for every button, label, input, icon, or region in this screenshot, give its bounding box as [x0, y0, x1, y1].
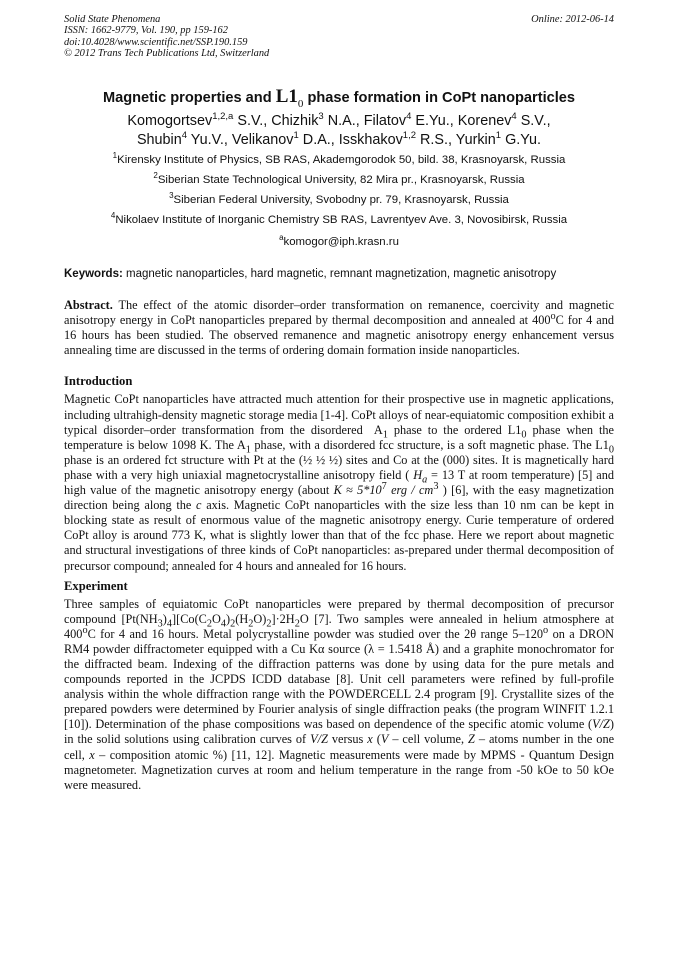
affiliation-4: $^4$Nikolaev Institute of Inorganic Chemistry SB RAS, Lavrentyev Ave. 3, Novosibirsk, Russia: [110, 211, 568, 226]
keywords: [64, 267, 614, 281]
author: Shubin$^4$ Yu.V.,: [136, 129, 228, 148]
keywords-text: magnetic nanoparticles, hard magnetic, remnant magnetization, magnetic anisotropy: [126, 268, 557, 281]
introduction-heading: Introduction: [64, 374, 133, 389]
affiliation-2: $^2$Siberian State Technological University, 82 Mira pr., Krasnoyarsk, Russia: [153, 170, 525, 186]
experiment-heading: Experiment: [64, 578, 128, 593]
author: Komogortsev$^{1,2,a}$ S.V.,: [127, 110, 268, 129]
keywords-label: Keywords:: [64, 268, 123, 281]
l10-symbol: $L1_0$: [275, 85, 304, 110]
online-date: Online: 2012-06-14: [531, 14, 614, 25]
author: Chizhik$^3$ N.A.,: [271, 110, 360, 129]
introduction-paragraph: Magnetic CoPt nanoparticles have attracted much attention for their prospective use in magnetic applications, including ultrahigh-density magnetic storage media [1-4]. CoPt alloys of near-equiatomic composition exhibit a typical disorder–order transformation from the disordered $A_1$ phase to the ordered $L1_0$ phase when the temperature is below 1098 K. The $A_1$ phase, with a disordered fcc structure, is a soft magnetic phase. The $L1_0$ phase is an ordered fct structure with Pt at the (½ ½ ½) sites and Co at the (000) sites. It is magnetically hard phase with a very high uniaxial magnetocrystalline anisotropy field ( $H_a = 13$ T at room temperature) [5] and high value of the magnetic anisotropy energy (about $K \approx 5*10^7$ erg / $cm^3$ ) [6], with the easy magnetization direction being along the c axis. Magnetic CoPt nanoparticles with the size less than 10 nm can be kept in blocking state as result of enormous value of the magnetic anisotropy energy. Curie temperature of ordered CoPt alloy is around 773 K, what is slightly lower than that of the fcc phase. Here we report about magnetic and structural investigations of three kinds of CoPt nanoparticles: as-prepared under thermal decomposition of precursor compound; annealed for 4 hours and annealed for 16 hours.: [64, 392, 615, 573]
author: Velikanov$^1$ D.A.,: [231, 129, 335, 148]
affiliation-1: $^1$Kirensky Institute of Physics, SB RAS, Akademgorodok 50, bild. 38, Krasnoyarsk, Russia: [112, 150, 566, 166]
author: Korenev$^4$ S.V.,: [457, 110, 551, 129]
journal-name: Solid State Phenomena: [64, 14, 161, 25]
abstract: Abstract. The effect of the atomic disorder–order transformation on remanence, coercivity and magnetic anisotropy energy in CoPt nanoparticles prepared by thermal decomposition and annealed at 400$^o$C for 4 and 16 hours has been studied. The observed remanence and magnetic anisotropy energy enhancement versus annealing time are discussed in the terms of ordering domain formation inside nanoparticles.: [64, 298, 615, 358]
author-list: [64, 112, 614, 150]
author: Filatov$^4$ E.Yu.,: [363, 110, 454, 129]
issn-line: ISSN: 1662-9779, Vol. 190, pp 159-162: [64, 25, 228, 37]
author: Yurkin$^1$ G.Yu.: [455, 129, 542, 148]
experiment-paragraph: Three samples of equiatomic CoPt nanoparticles were prepared by thermal decomposition of precursor compound $[Pt(NH_3)_4][Co(C_2O_4)_2(H_2O)_2]\cdot 2H_2O$ [7]. Two samples were annealed in helium atmosphere at 400$^o$C for 4 and 16 hours. Metal polycrystalline powder was studied over the 2θ range 5–120$^o$ on a DRON RM4 powder diffractometer equipped with a Cu Kα source (λ = 1.5418 Å) and a graphite monochromator for the diffracted beam. Indexing of the diffraction patterns was done by using data for the pure metals and compounds reported in the JCPDS ICDD database [8]. Unit cell parameters were refined by full-profile analysis within the whole diffraction range with the POWDERCELL 2.4 program [9]. Crystallite sizes of the prepared powders were determined by Fourier analysis of single diffraction peaks (the program WINFIT 1.2.1 [10]). Determination of the phase compositions was based on dependence of the specific atomic volume (V/Z) in the solid solutions using calibration curves of V/Z versus x (V – cell volume, Z – atoms number in the one cell, x – composition atomic %) [11, 12]. Magnetic measurements were made by MPMS - Quantum Design magnetometer. Magnetization curves at room and helium temperature in the range from -50 kOe to 50 kOe were measured.: [64, 596, 615, 792]
author: Isskhakov$^{1,2}$ R.S.,: [338, 129, 453, 148]
paper-title: Magnetic properties and $L1_0$ phase formation in CoPt nanoparticles: [102, 85, 576, 110]
abstract-label: Abstract.: [64, 298, 113, 313]
affiliation-3: $^3$Siberian Federal University, Svobodny pr. 79, Krasnoyarsk, Russia: [169, 191, 509, 206]
copyright-line: © 2012 Trans Tech Publications Ltd, Switzerland: [64, 48, 270, 60]
contact-email[interactable]: $^a$komogor@iph.krasn.ru: [279, 232, 399, 248]
journal-header: [64, 0, 614, 60]
doi-line[interactable]: doi:10.4028/www.scientific.net/SSP.190.159: [64, 36, 248, 48]
